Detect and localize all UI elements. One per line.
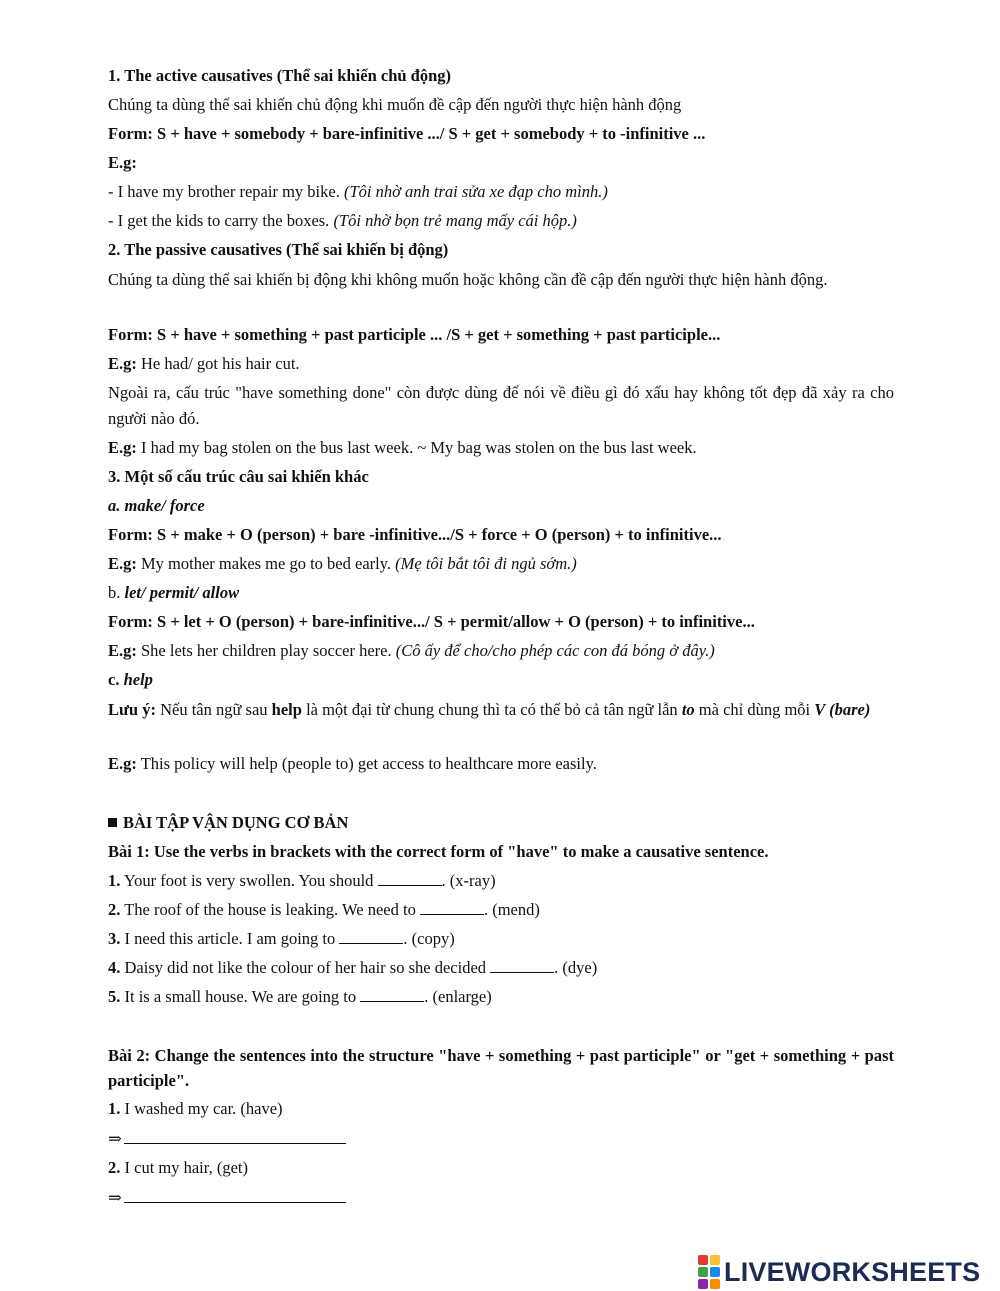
section2-form: Form: S + have + something + past participle ... /S + get + something + past participle... [108, 325, 721, 344]
b-prefix: b. [108, 583, 125, 602]
example-translation: (Cô ấy để cho/cho phép các con đá bóng ở đây.) [395, 641, 715, 660]
example-text: This policy will help (people to) get access to healthcare more easily. [136, 754, 597, 773]
bai1-title: Bài 1: Use the verbs in brackets with the correct form of "have" to make a causative sentence. [108, 842, 769, 861]
section2-desc: Chúng ta dùng thể sai khiến bị động khi không muốn hoặc không cần đề cập đến người thực hiện hành động. [108, 270, 828, 289]
bai1-item [108, 869, 894, 893]
note-text: Nếu tân ngữ sau [155, 700, 272, 719]
section1-eg-label: E.g: [108, 153, 137, 172]
item-text: Daisy did not like the colour of her hair so she decided [120, 958, 491, 977]
note-text: mà chỉ dùng mỗi [694, 700, 815, 719]
item-number: 1. [108, 871, 121, 890]
section1-title: 1. The active causatives (Thể sai khiến chủ động) [108, 66, 452, 85]
answer-blank[interactable] [360, 987, 424, 1002]
section3-c-example [108, 752, 894, 776]
section3-b-title [108, 581, 894, 605]
item-text: I cut my hair, (get) [120, 1158, 249, 1177]
logo-cube [710, 1279, 720, 1289]
section2-note: Ngoài ra, cấu trúc "have something done" còn được dùng để nói về điều gì đó xấu hay không tốt đẹp đã xảy ra cho người nào đó. [108, 383, 894, 428]
logo-cube [698, 1267, 708, 1277]
logo-cube [698, 1279, 708, 1289]
item-text: Your foot is very swollen. You should [120, 871, 378, 890]
bai1-item [108, 985, 894, 1009]
item-hint: . (enlarge) [424, 987, 492, 1006]
note-text: là một đại từ chung chung thì ta có thể bỏ cả tân ngữ lẫn [301, 700, 682, 719]
item-number: 1. [108, 1099, 121, 1118]
example-text: She lets her children play soccer here. [136, 641, 396, 660]
b-title-text: let/ permit/ allow [124, 583, 240, 602]
example-translation: (Tôi nhờ anh trai sửa xe đạp cho mình.) [343, 182, 608, 201]
c-title-text: help [123, 670, 153, 689]
item-number: 5. [108, 987, 121, 1006]
arrow-icon: ⇒ [108, 1188, 122, 1207]
item-number: 2. [108, 900, 121, 919]
note-help: help [271, 700, 302, 719]
section2-title: 2. The passive causatives (Thể sai khiến bị động) [108, 240, 449, 259]
item-hint: . (mend) [483, 900, 540, 919]
bai2-item [108, 1097, 894, 1121]
example-text: He had/ got his hair cut. [136, 354, 300, 373]
item-text: I need this article. I am going to [120, 929, 340, 948]
bai1-item [108, 956, 894, 980]
bai1-item [108, 898, 894, 922]
example-translation: (Mẹ tôi bắt tôi đi ngủ sớm.) [395, 554, 577, 573]
bai2-title: Bài 2: Change the sentences into the structure "have + something + past participle" or "get + something + past participle". [108, 1046, 894, 1090]
note-label: Lưu ý: [108, 700, 156, 719]
item-text: The roof of the house is leaking. We need to [120, 900, 420, 919]
liveworksheets-cubes-icon [698, 1255, 720, 1289]
section1-example-1 [108, 180, 894, 204]
eg-label: E.g: [108, 354, 137, 373]
liveworksheets-logo [698, 1254, 980, 1290]
eg-label: E.g: [108, 641, 137, 660]
item-hint: . (copy) [403, 929, 455, 948]
item-text: I washed my car. (have) [120, 1099, 283, 1118]
example-text: My mother makes me go to bed early. [136, 554, 396, 573]
eg-label: E.g: [108, 554, 137, 573]
logo-text: LIVEWORKSHEETS [724, 1256, 981, 1287]
c-prefix: c. [108, 670, 124, 689]
bai2-answer-line [108, 1186, 894, 1210]
item-number: 4. [108, 958, 121, 977]
section3-b-example [108, 639, 894, 663]
note-v-bare: V (bare) [814, 700, 871, 719]
item-number: 3. [108, 929, 121, 948]
section3-a-example [108, 552, 894, 576]
section3-c-note [108, 697, 894, 722]
example-text: - I get the kids to carry the boxes. [108, 211, 334, 230]
section1-desc: Chúng ta dùng thể sai khiến chủ động khi muốn đề cập đến người thực hiện hành động [108, 95, 682, 114]
logo-cube [698, 1255, 708, 1265]
bai1-item [108, 927, 894, 951]
example-text: I had my bag stolen on the bus last week. ~ My bag was stolen on the bus last week. [136, 438, 697, 457]
item-text: It is a small house. We are going to [120, 987, 361, 1006]
item-hint: . (dye) [554, 958, 598, 977]
bai2-item [108, 1156, 894, 1180]
section3-b-form: Form: S + let + O (person) + bare-infinitive.../ S + permit/allow + O (person) + to infinitive... [108, 612, 755, 631]
answer-input-line[interactable] [124, 1129, 346, 1144]
section3-a-form: Form: S + make + O (person) + bare -infinitive.../S + force + O (person) + to infinitive... [108, 525, 722, 544]
arrow-icon: ⇒ [108, 1129, 122, 1148]
answer-blank[interactable] [490, 958, 554, 973]
answer-input-line[interactable] [124, 1188, 346, 1203]
section1-example-2 [108, 209, 894, 233]
answer-blank[interactable] [378, 871, 442, 886]
section1-form: Form: S + have + somebody + bare-infinitive .../ S + get + somebody + to -infinitive ... [108, 124, 706, 143]
eg-label: E.g: [108, 438, 137, 457]
exercises-heading [108, 811, 894, 835]
eg-label: E.g: [108, 754, 137, 773]
example-translation: (Tôi nhờ bọn trẻ mang mấy cái hộp.) [333, 211, 577, 230]
logo-cube [710, 1267, 720, 1277]
item-hint: . (x-ray) [441, 871, 496, 890]
section2-example-2 [108, 436, 894, 460]
square-bullet-icon [108, 818, 117, 827]
logo-cube [710, 1255, 720, 1265]
note-to: to [681, 700, 695, 719]
exercises-heading-text: BÀI TẬP VẬN DỤNG CƠ BẢN [123, 813, 349, 832]
answer-blank[interactable] [339, 929, 403, 944]
section3-title: 3. Một số cấu trúc câu sai khiến khác [108, 467, 369, 486]
answer-blank[interactable] [420, 900, 484, 915]
example-text: - I have my brother repair my bike. [108, 182, 344, 201]
bai2-answer-line [108, 1127, 894, 1151]
section2-example-1 [108, 352, 894, 376]
section3-a-title: a. make/ force [108, 496, 205, 515]
item-number: 2. [108, 1158, 121, 1177]
section3-c-title [108, 668, 894, 692]
